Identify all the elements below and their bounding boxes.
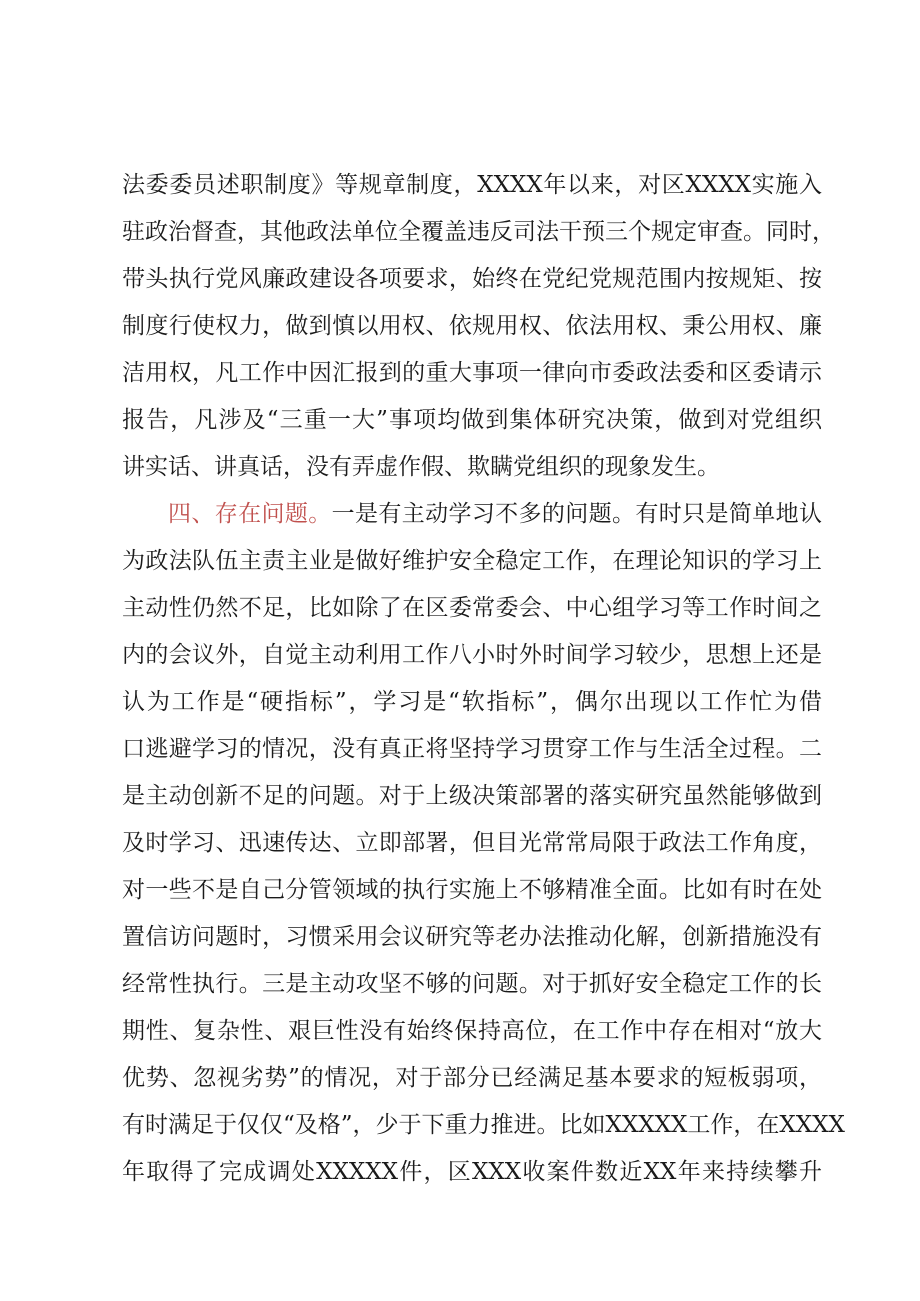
text-line: 制度行使权力，做到慎以用权、依规用权、依法用权、秉公用权、廉 xyxy=(122,313,822,339)
text-line: 口逃避学习的情况，没有真正将坚持学习贯穿工作与生活全过程。二 xyxy=(122,736,822,762)
text-line: 及时学习、迅速传达、立即部署，但目光常常局限于政法工作角度， xyxy=(122,830,822,856)
text-line: 法委委员述职制度》等规章制度，XXXX年以来，对区XXXX实施入 xyxy=(122,172,822,198)
text-line: 内的会议外，自觉主动利用工作八小时外时间学习较少，思想上还是 xyxy=(122,642,822,668)
text-line: 置信访问题时，习惯采用会议研究等老办法推动化解，创新措施没有 xyxy=(122,924,822,950)
text-line: 优势、忽视劣势”的情况，对于部分已经满足基本要求的短板弱项， xyxy=(122,1065,822,1091)
text-line: 对一些不是自己分管领域的执行实施上不够精准全面。比如有时在处 xyxy=(122,877,822,903)
text-line: 驻政治督查，其他政法单位全覆盖违反司法干预三个规定审查。同时， xyxy=(122,219,835,245)
text-line: 讲实话、讲真话，没有弄虚作假、欺瞒党组织的现象发生。 xyxy=(122,454,720,480)
text-line: 报告，凡涉及“三重一大”事项均做到集体研究决策，做到对党组织 xyxy=(122,407,822,433)
text-line: 带头执行党风廉政建设各项要求，始终在党纪党规范围内按规矩、按 xyxy=(122,266,822,292)
paragraph-2 xyxy=(122,491,845,1196)
first-line-text: 一是有主动学习不多的问题。有时只是简单地认 xyxy=(331,501,823,527)
text-line: 洁用权，凡工作中因汇报到的重大事项一律向市委政法委和区委请示 xyxy=(122,360,822,386)
text-line: 主动性仍然不足，比如除了在区委常委会、中心组学习等工作时间之 xyxy=(122,595,822,621)
text-line: 有时满足于仅仅“及格”，少于下重力推进。比如XXXXX工作，在XXXX xyxy=(122,1112,845,1138)
text-line: 为政法队伍主责主业是做好维护安全稳定工作，在理论知识的学习上 xyxy=(122,548,822,574)
text-line: 期性、复杂性、艰巨性没有始终保持高位，在工作中存在相对“放大 xyxy=(122,1018,822,1044)
paragraph-2-first-line xyxy=(122,491,822,538)
document-body xyxy=(122,162,845,1196)
text-line: 经常性执行。三是主动攻坚不够的问题。对于抓好安全稳定工作的长 xyxy=(122,971,822,997)
section-heading: 四、存在问题。 xyxy=(168,501,332,527)
text-line: 是主动创新不足的问题。对于上级决策部署的落实研究虽然能够做到 xyxy=(122,783,822,809)
text-line: 认为工作是“硬指标”，学习是“软指标”，偶尔出现以工作忙为借 xyxy=(122,689,822,715)
paragraph-1 xyxy=(122,162,835,491)
text-line: 年取得了完成调处XXXXX件，区XXX收案件数近XX年来持续攀升 xyxy=(122,1159,822,1185)
